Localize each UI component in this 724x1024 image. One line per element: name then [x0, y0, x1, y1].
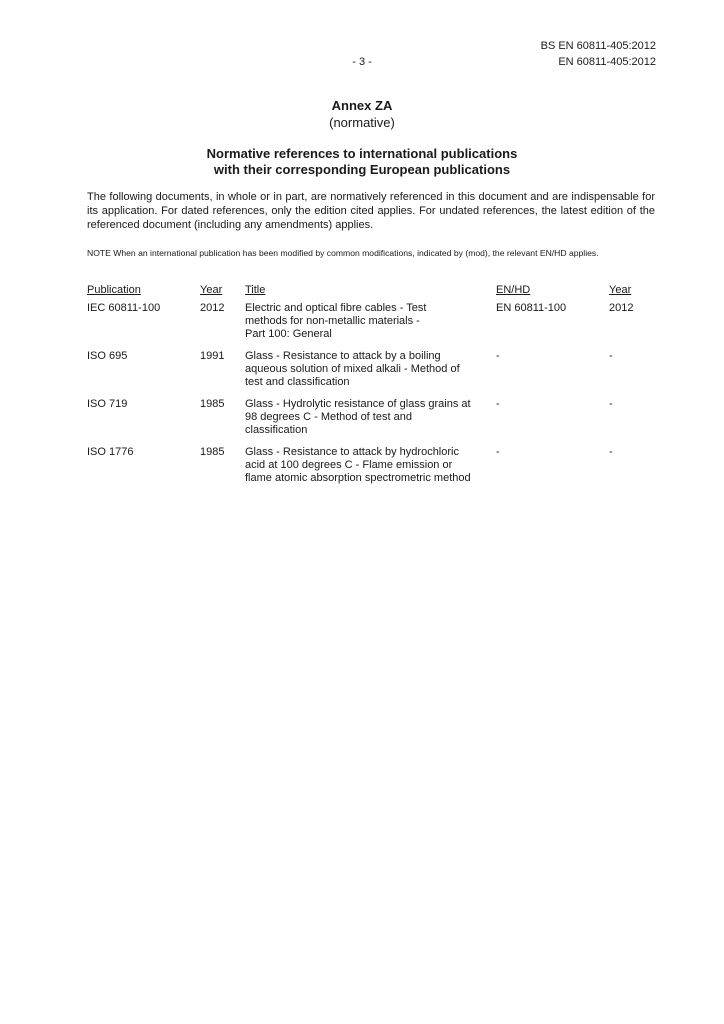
section-heading-line-2: with their corresponding European publications [213, 162, 511, 177]
title-line: Glass - Resistance to attack by a boiling [245, 350, 441, 362]
header-page-number: - 3 - [352, 56, 372, 68]
publication-cell: ISO 719 [87, 398, 128, 410]
note-paragraph: NOTE When an international publication has been modified by common modifications, indicated by (mod), the relevant EN/HD applies. [87, 248, 599, 258]
header-standard-secondary: EN 60811-405:2012 [558, 56, 656, 68]
annex-title: Annex ZA [331, 98, 393, 113]
column-header-title: Title [245, 284, 266, 296]
table-row [87, 446, 657, 494]
annex-subtitle: (normative) [329, 115, 395, 130]
intro-paragraph: The following documents, in whole or in part, are normatively referenced in this document and are indispensable for its application. For dated references, only the edition cited applies. For undated references, the latest edition of the referenced document (including any amendments) applies. [87, 191, 655, 231]
year-cell: 1985 [200, 398, 225, 410]
table-row [87, 350, 657, 398]
title-line: Part 100: General [245, 328, 332, 340]
title-line: classification [245, 424, 308, 436]
table-header-row [87, 284, 657, 302]
references-table [87, 284, 657, 494]
en-hd-cell: - [496, 398, 500, 410]
table-row [87, 302, 657, 350]
table-row [87, 398, 657, 446]
publication-cell: IEC 60811-100 [87, 302, 161, 314]
title-line: flame atomic absorption spectrometric method [245, 472, 471, 484]
publication-cell: ISO 695 [87, 350, 128, 362]
title-line: test and classification [245, 376, 350, 388]
title-cell [245, 350, 497, 389]
title-cell [245, 302, 497, 341]
year-cell: 2012 [200, 302, 225, 314]
en-hd-cell: EN 60811-100 [496, 302, 567, 314]
column-header-publication: Publication [87, 284, 141, 296]
en-hd-cell: - [496, 446, 500, 458]
title-line: aqueous solution of mixed alkali - Method of [245, 363, 460, 375]
section-heading-line-1: Normative references to international publications [206, 146, 518, 161]
title-line: 98 degrees C - Method of test and [245, 411, 412, 423]
title-cell [245, 398, 497, 437]
title-line: acid at 100 degrees C - Flame emission or [245, 459, 453, 471]
column-header-year: Year [200, 284, 223, 296]
en-hd-cell: - [496, 350, 500, 362]
en-year-cell: - [609, 398, 613, 410]
title-cell [245, 446, 497, 485]
section-heading [0, 146, 724, 178]
en-year-cell: 2012 [609, 302, 634, 314]
year-cell: 1991 [200, 350, 225, 362]
en-year-cell: - [609, 446, 613, 458]
title-line: Electric and optical fibre cables - Test [245, 302, 427, 314]
column-header-year-en: Year [609, 284, 632, 296]
publication-cell: ISO 1776 [87, 446, 134, 458]
title-line: Glass - Hydrolytic resistance of glass grains at [245, 398, 471, 410]
title-line: methods for non-metallic materials - [245, 315, 420, 327]
year-cell: 1985 [200, 446, 225, 458]
column-header-en-hd: EN/HD [496, 284, 531, 296]
en-year-cell: - [609, 350, 613, 362]
header-standard-primary: BS EN 60811-405:2012 [540, 40, 656, 52]
title-line: Glass - Resistance to attack by hydrochloric [245, 446, 459, 458]
